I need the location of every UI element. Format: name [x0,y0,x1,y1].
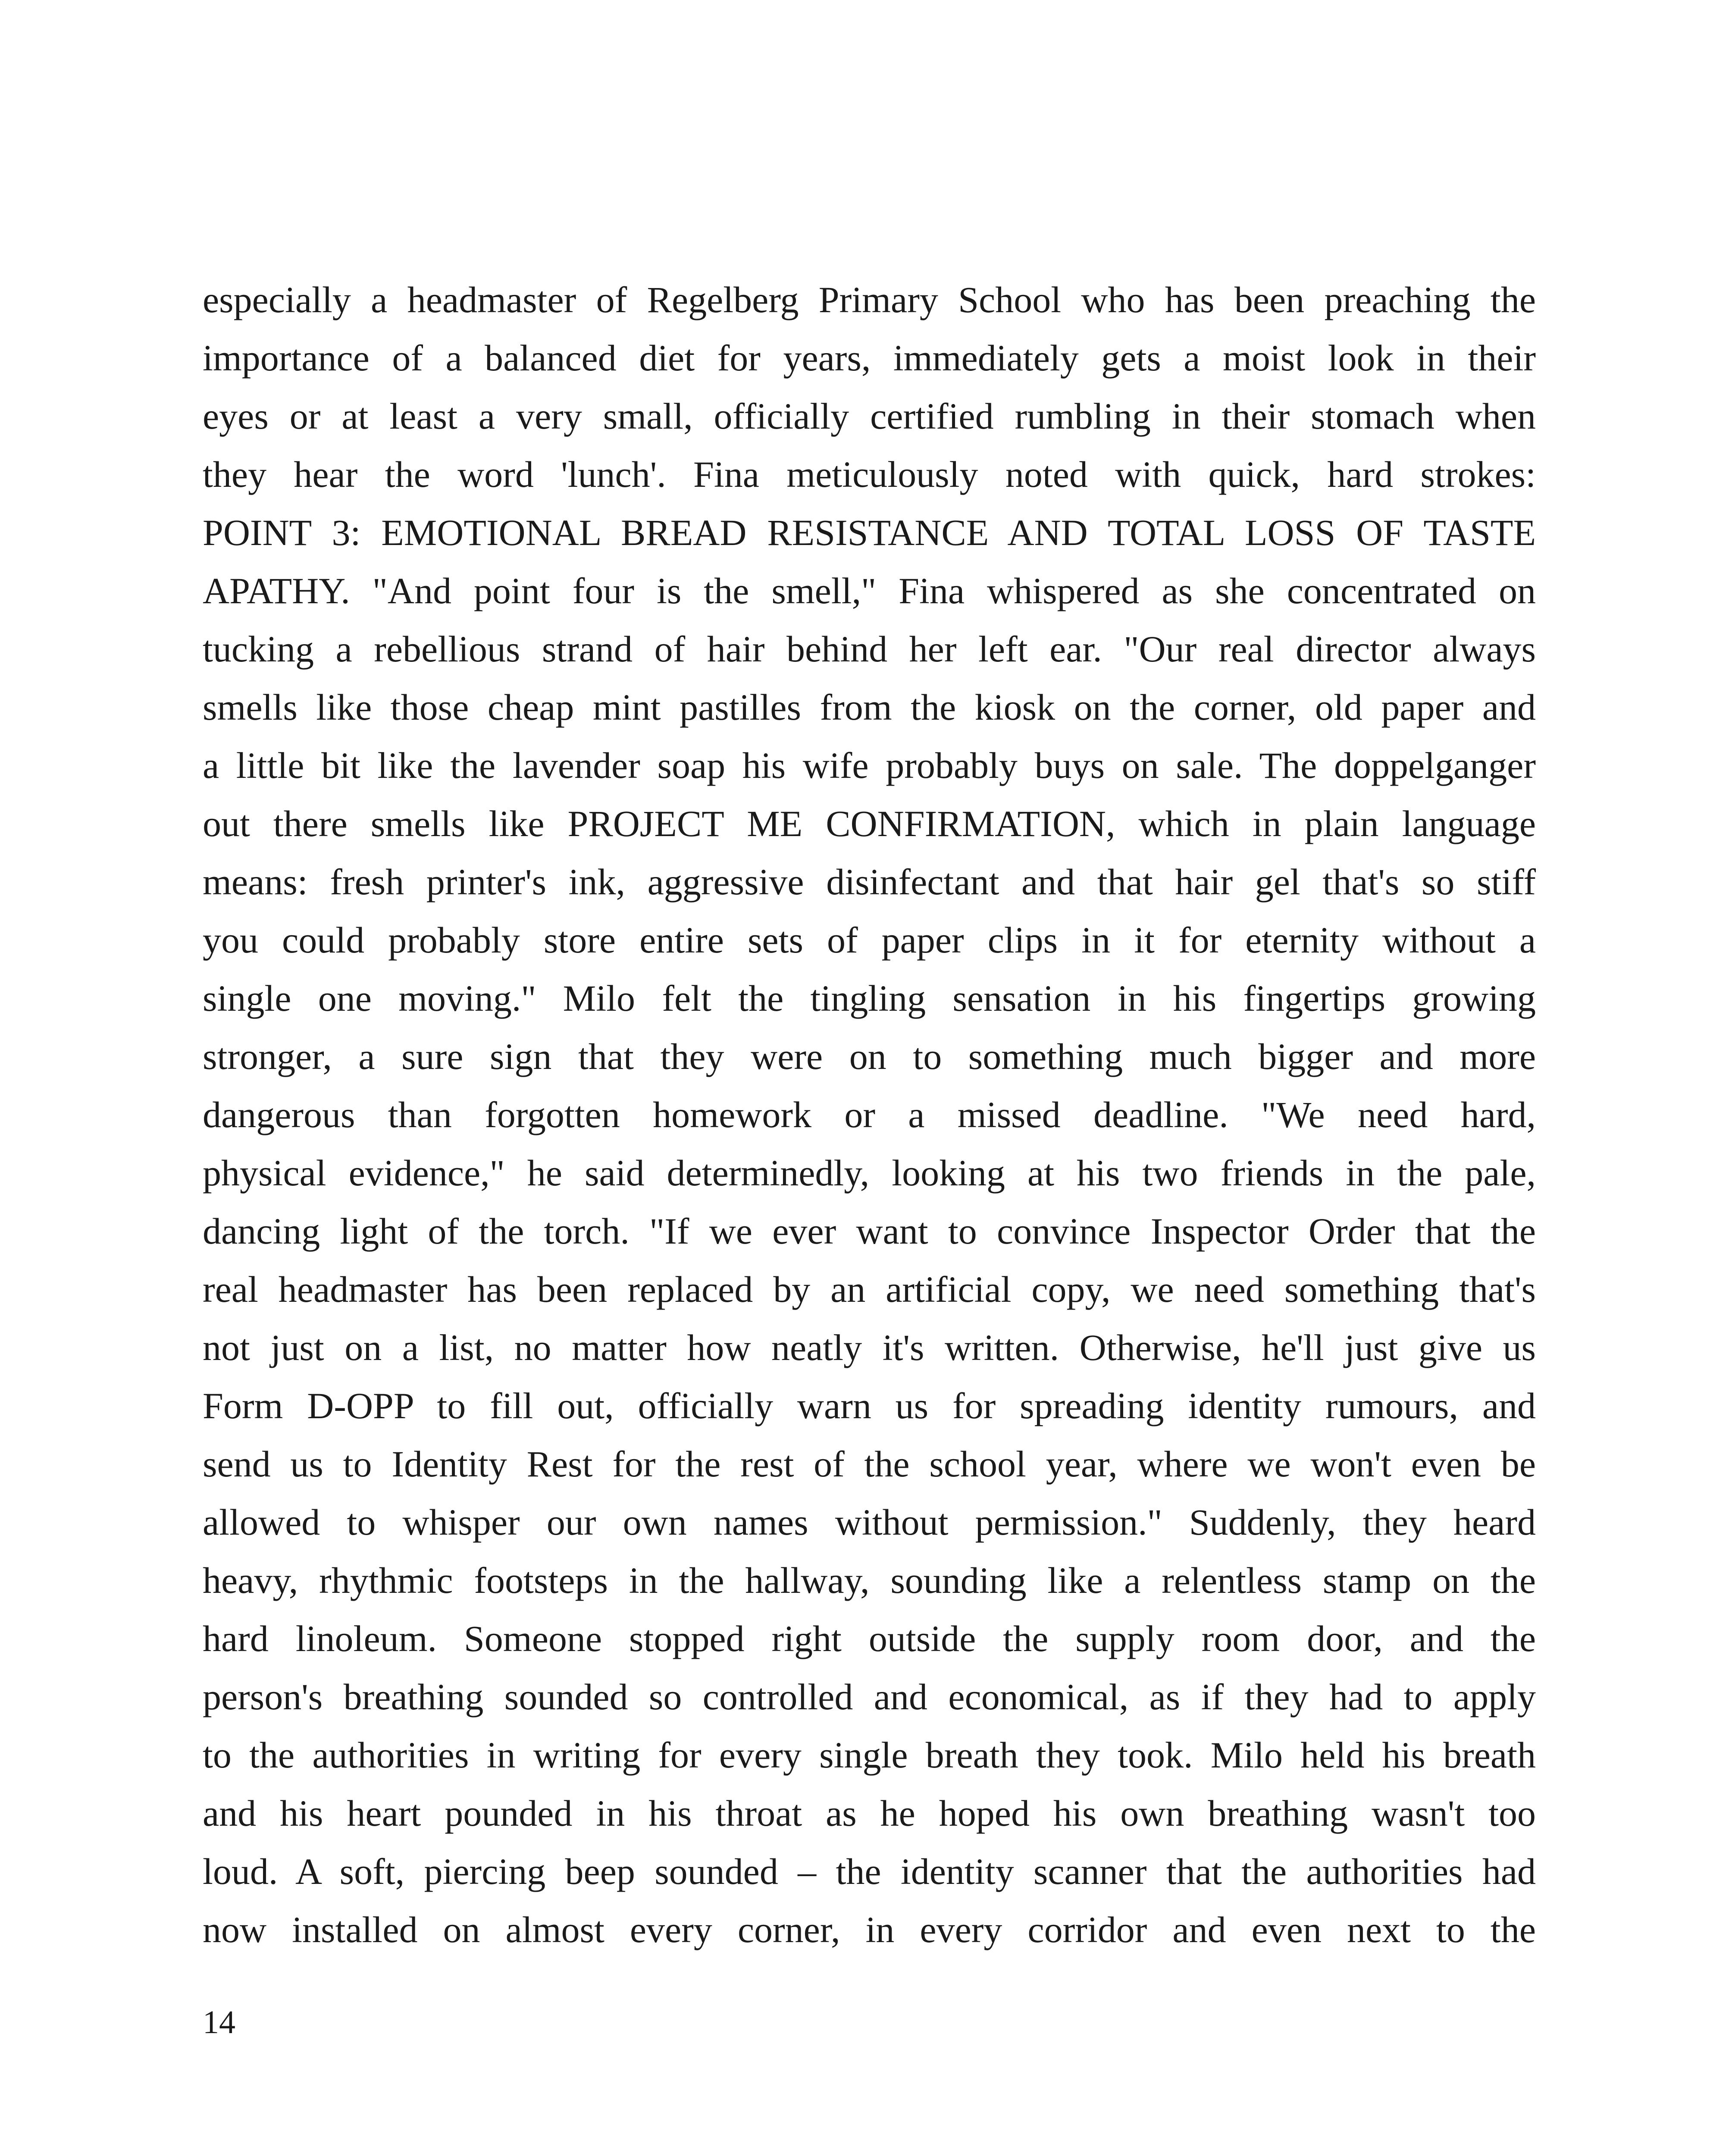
text-line: APATHY. "And point four is the smell," Fina whispered as she concentrated on [203,570,1536,611]
text-line: allowed to whisper our own names without permission." Suddenly, they heard [203,1501,1536,1543]
text-line: smells like those cheap mint pastilles from the kiosk on the corner, old paper and [203,686,1536,728]
text-line: dancing light of the torch. "If we ever want to convince Inspector Order that the [203,1210,1536,1252]
text-line: send us to Identity Rest for the rest of the school year, where we won't even be [203,1443,1536,1485]
text-line: loud. A soft, piercing beep sounded – the identity scanner that the authorities had [203,1851,1536,1892]
text-line: heavy, rhythmic footsteps in the hallway, sounding like a relentless stamp on the [203,1560,1536,1601]
text-line: dangerous than forgotten homework or a missed deadline. "We need hard, [203,1094,1536,1135]
text-line: they hear the word 'lunch'. Fina meticulously noted with quick, hard strokes: [203,454,1536,495]
page-number: 14 [203,2004,235,2040]
text-line: hard linoleum. Someone stopped right outside the supply room door, and the [203,1618,1536,1659]
text-line: to the authorities in writing for every single breath they took. Milo held his breath [203,1734,1536,1776]
body-text [203,271,1536,1959]
text-line: real headmaster has been replaced by an artificial copy, we need something that's [203,1269,1536,1310]
text-line: physical evidence," he said determinedly, looking at his two friends in the pale, [203,1152,1536,1194]
text-line: person's breathing sounded so controlled and economical, as if they had to apply [203,1676,1536,1717]
text-line: out there smells like PROJECT ME CONFIRMATION, which in plain language [203,803,1536,844]
text-line: you could probably store entire sets of paper clips in it for eternity without a [203,919,1536,961]
text-line: not just on a list, no matter how neatly it's written. Otherwise, he'll just give us [203,1327,1536,1368]
text-line: single one moving." Milo felt the tingling sensation in his fingertips growing [203,978,1536,1019]
text-line: now installed on almost every corner, in every corridor and even next to the [203,1909,1536,1950]
text-line: POINT 3: EMOTIONAL BREAD RESISTANCE AND TOTAL LOSS OF TASTE [203,512,1536,553]
text-line: a little bit like the lavender soap his wife probably buys on sale. The doppelganger [203,745,1536,786]
text-line: stronger, a sure sign that they were on to something much bigger and more [203,1036,1536,1077]
text-line: importance of a balanced diet for years, immediately gets a moist look in their [203,337,1536,379]
text-line: Form D-OPP to fill out, officially warn us for spreading identity rumours, and [203,1385,1536,1426]
text-line: and his heart pounded in his throat as he hoped his own breathing wasn't too [203,1792,1536,1834]
text-line: especially a headmaster of Regelberg Primary School who has been preaching the [203,279,1536,320]
text-line: means: fresh printer's ink, aggressive disinfectant and that hair gel that's so stiff [203,861,1536,903]
text-line: tucking a rebellious strand of hair behind her left ear. "Our real director always [203,628,1536,670]
text-line: eyes or at least a very small, officially certified rumbling in their stomach when [203,395,1536,437]
